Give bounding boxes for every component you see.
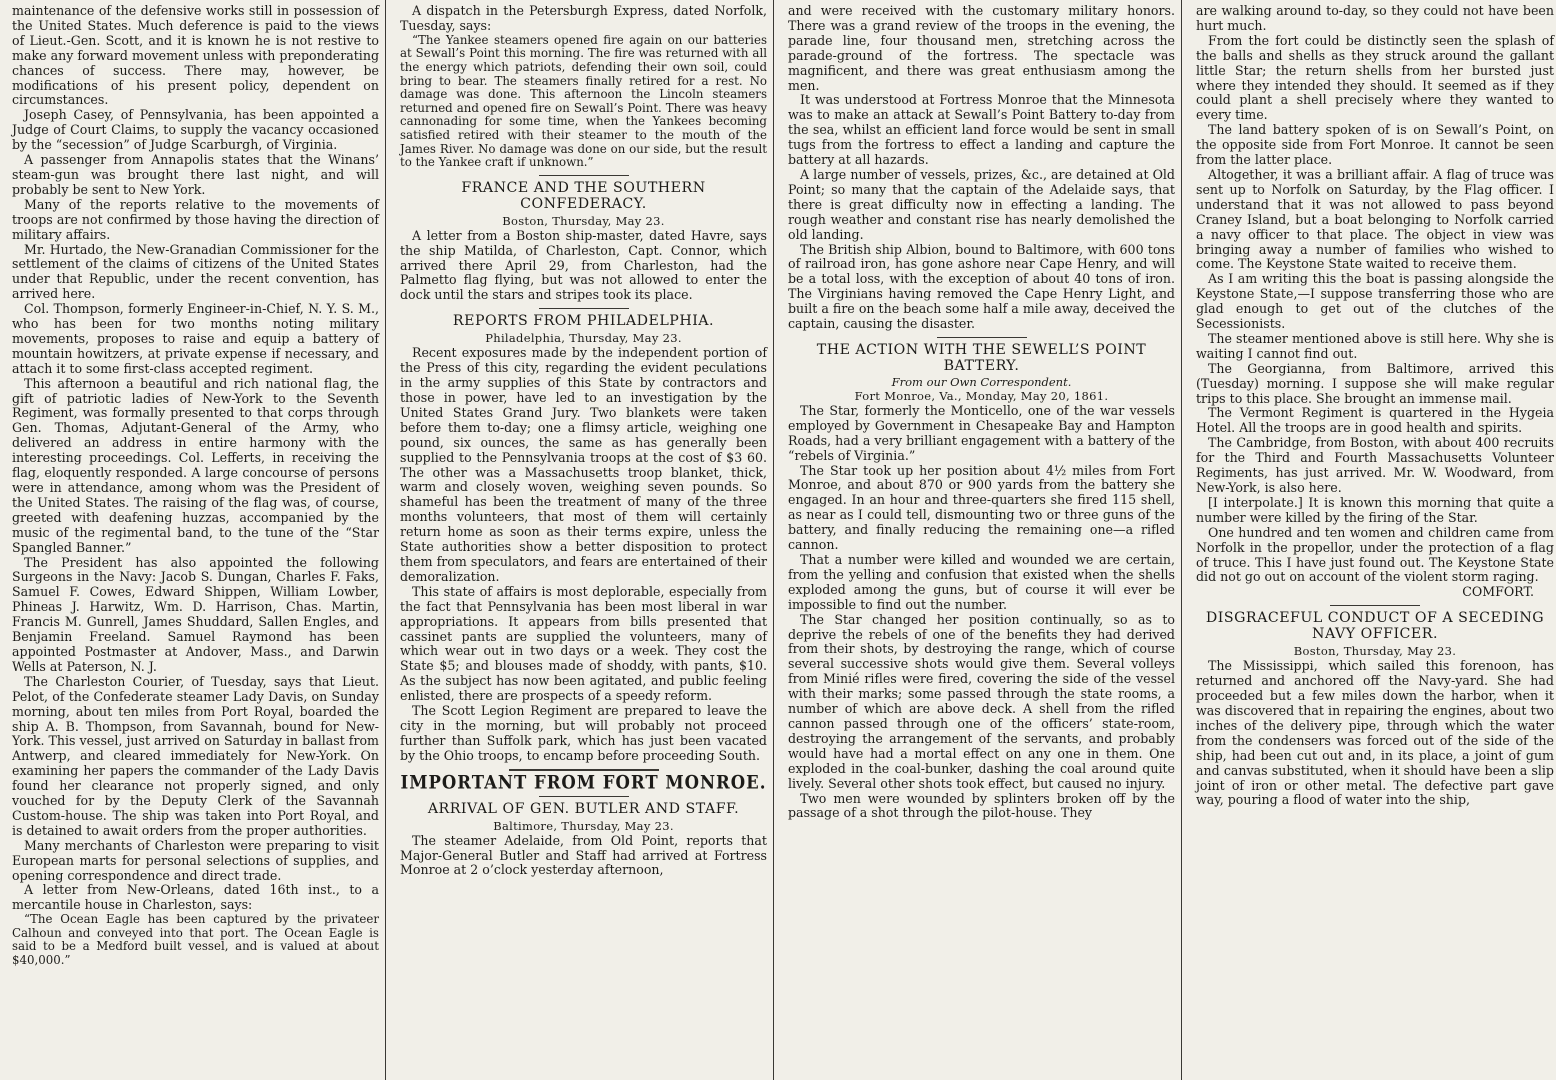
article-paragraph: and were received with the customary military honors. There was a grand review of the troops in the evening, the parade line, four thousand men, stretching across the parade-ground of the fortress. The spectacle was magnificent, and there was great enthusiasm among the men. [788,3,1175,93]
article-paragraph: are walking around to-day, so they could not have been hurt much. [1196,3,1554,33]
article-paragraph: Many of the reports relative to the movements of troops are not confirmed by those having the direction of military affairs. [12,196,379,242]
article-paragraph: The Star changed her position continually, so as to deprive the rebels of one of the benefits they had derived from their shots, by destroying the range, which of course several successive shots would give them. Several volleys from Minié rifles were fired, covering the side of the vessel with their marks; some passed through the state rooms, a number of which are above deck. A shell from the rifled cannon passed through one of the officers’ state-room, destroying the arrangement of the servants, and probably would have had a mortal effect on any one in them. One exploded in the coal-bunker, dashing the coal around quite lively. Several other shots took effect, but caused no injury. [788,611,1175,791]
article-paragraph: A letter from New-Orleans, dated 16th inst., to a mercantile house in Charleston, says: [12,882,379,913]
section-rule [539,308,629,309]
column-4 [1188,0,1556,1080]
article-paragraph: A large number of vessels, prizes, &c., are detained at Old Point; so many that the captain of the Adelaide says, that there is great difficulty now in effecting a landing. The rough weather and constant rise has nearly demolished the old landing. [788,166,1175,242]
article-paragraph: The steamer mentioned above is still here. Why she is waiting I cannot find out. [1196,330,1554,361]
article-paragraph: The Charleston Courier, of Tuesday, says that Lieut. Pelot, of the Confederate steamer Lady Davis, on Sunday morning, about ten miles from Port Royal, boarded the ship A. B. Thompson, from Savannah, bound for New-York. This vessel, just arrived on Saturday in ballast from Antwerp, and cleared immediately for New-York. On examining her papers the commander of the Lady Davis found her clearance not properly signed, and only vouched for by the Deputy Clerk of the Savannah Custom-house. The ship was taken into Port Royal, and is detained to await orders from the proper authorities. [12,673,379,838]
article-paragraph: Two men were wounded by splinters broken off by the passage of a shot through the pilot-house. They [788,790,1175,821]
article-paragraph: The Georgianna, from Baltimore, arrived this (Tuesday) morning. I suppose she will make regular trips to this place. She brought an immense mail. [1196,360,1554,406]
column-2 [392,0,774,1080]
article-paragraph: The Cambridge, from Boston, with about 400 recruits for the Third and Fourth Massachusetts Volunteer Regiments, has just arrived. Mr. W. Woodward, from New-York, is also here. [1196,435,1554,495]
dateline: Boston, Thursday, May 23. [502,213,665,228]
article-paragraph: The Vermont Regiment is quartered in the Hygeia Hotel. All the troops are in good health and spirits. [1196,405,1554,436]
article-paragraph: The Star, formerly the Monticello, one of the war vessels employed by Government in Chesapeake Bay and Hampton Roads, had a very brilliant engagement with a battery of the “rebels of Virginia.” [788,402,1175,463]
article-paragraph: One hundred and ten women and children came from Norfolk in the propellor, under the protection of a flag of truce. This I have just found out. The Keystone State did not go out on account of the violent storm raging. [1196,524,1554,585]
section-rule [937,337,1027,338]
article-paragraph: It was understood at Fortress Monroe that the Minnesota was to make an attack at Sewall’s Point Battery to-day from the sea, whilst an efficient land force would be sent in small tugs from the fortress to effect a landing and capture the battery at all hazards. [788,92,1175,168]
article-paragraph: Col. Thompson, formerly Engineer-in-Chief, N. Y. S. M., who has been for two months noting military movements, proposes to raise and equip a battery of mountain howitzers, at private expense if necessary, and attach it to some first-class accepted regiment. [12,301,379,376]
headline-fort-monroe: IMPORTANT FROM FORT MONROE. [400,771,767,794]
article-paragraph: Altogether, it was a brilliant affair. A flag of truce was sent up to Norfolk on Saturday, by the Flag officer. I understand that it was not allowed to pass beyond Craney Island, but a boat belonging to Norfolk carried a navy officer to that place. The object in view was bringing away a number of families who wished to come. The Keystone State waited to receive them. [1196,166,1554,272]
article-paragraph: This afternoon a beautiful and rich national flag, the gift of patriotic ladies of New-York to the Seventh Regiment, was formally presented to that corps through Gen. Thomas, Adjutant-General of the Army, who delivered an address in entire harmony with the interesting proceedings. Col. Lefferts, in receiving the flag, eloquently responded. A large concourse of persons were in attendance, among whom was the President of the United States. The raising of the flag was, of course, greeted with deafening huzzas, accompanied by the music of the regimental band, to the tune of the “Star Spangled Banner.” [12,375,379,555]
headline-navy-officer: DISGRACEFUL CONDUCT OF A SECEDING NAVY OFFICER. [1205,610,1545,643]
article-paragraph: Joseph Casey, of Pennsylvania, has been appointed a Judge of Court Claims, to supply the vacancy occasioned by the “secession” of Judge Scarburgh, of Virginia. [12,107,379,153]
article-paragraph: A passenger from Annapolis states that the Winans’ steam-gun was brought there last night, and will probably be sent to New York. [12,152,379,197]
article-paragraph: The steamer Adelaide, from Old Point, reports that Major-General Butler and Staff had arrived at Fortress Monroe at 2 o’clock yesterday afternoon, [400,832,767,878]
quoted-dispatch: “The Yankee steamers opened fire again on our batteries at Sewall’s Point this morning. The fire was returned with all the energy which patriots, defending their own soil, could bring to bear. The steamers finally retired for a rest. No damage was done. This afternoon the Lincoln steamers returned and opened fire on Sewall’s Point. There was heavy cannonading for some time, when the Yankees becoming satisfied retired with their steamer to the mouth of the James River. No damage was done on our side, but the result to the Yankee craft if unknown.” [400,32,767,170]
headline-sewells-point: THE ACTION WITH THE SEWELL’S POINT BATTERY. [816,341,1147,374]
dateline: Baltimore, Thursday, May 23. [493,818,674,833]
article-paragraph: The Scott Legion Regiment are prepared to leave the city in the morning, but will probably not proceed further than Suffolk park, which has just been vacated by the Ohio troops, to encamp before proceeding South. [400,703,767,763]
article-paragraph: That a number were killed and wounded we are certain, from the yelling and confusion that existed when the shells exploded among the guns, but of course it will ever be impossible to find out the number. [788,552,1175,612]
article-paragraph: The land battery spoken of is on Sewall’s Point, on the opposite side from Fort Monroe. It cannot be seen from the latter place. [1196,122,1554,168]
article-paragraph: A dispatch in the Petersburgh Express, dated Norfolk, Tuesday, says: [400,3,767,33]
article-paragraph: Mr. Hurtado, the New-Granadian Commissioner for the settlement of the claims of citizens of the United States under that Republic, under the recent convention, has arrived here. [12,241,379,302]
column-3 [780,0,1182,1080]
article-paragraph: A letter from a Boston ship-master, dated Havre, says the ship Matilda, of Charleston, Capt. Connor, which arrived there April 29, from Charleston, had the Palmetto flag flying, but was not allowed to enter the dock until the stars and stripes took its place. [400,227,767,303]
dateline: Boston, Thursday, May 23. [1293,644,1457,659]
correspondent-line: From our Own Correspondent. [891,374,1072,389]
dateline: Philadelphia, Thursday, May 23. [485,331,682,346]
section-rule [539,796,629,797]
article-paragraph: The Star took up her position about 4½ miles from Fort Monroe, and about 870 or 900 yards from the battery she engaged. In an hour and three-quarters she fired 115 shell, as near as I could tell, dismounting two or three guns of the battery, and finally reducing the remaining one—a rifled cannon. [788,462,1175,553]
article-paragraph: Recent exposures made by the independent portion of the Press of this city, regarding the evident peculations in the army supplies of this State by contractors and those in power, have led to an investigation by the United States Grand Jury. Two blankets were taken before them to-day; one a flimsy article, weighing one pound, six ounces, the same as has generally been supplied to the Pennsylvania troops at the cost of $3 60. The other was a Massachusetts troop blanket, thick, warm and closely woven, weighing seven pounds. So shameful has been the treatment of many of the three months volunteers, that most of them will certainly return home as soon as their terms expire, unless the State authorities show a better disposition to protect them from speculators, and fears are entertained of their demoralization. [400,345,767,584]
column-1 [4,0,386,1080]
headline-philadelphia: REPORTS FROM PHILADELPHIA. [452,313,715,330]
article-paragraph: As I am writing this the boat is passing alongside the Keystone State,—I suppose transferring those who are glad enough to get out of the clutches of the Secessionists. [1196,271,1554,332]
headline-france: FRANCE AND THE SOUTHERN CONFEDERACY. [461,179,706,212]
article-paragraph: The British ship Albion, bound to Baltimore, with 600 tons of railroad iron, has gone ashore near Cape Henry, and will be a total loss, with the exception of about 40 tons of iron. The Virginians having removed the Cape Henry Light, and built a fire on the beach some half a mile away, deceived the captain, causing the disaster. [788,241,1175,332]
article-paragraph: The President has also appointed the following Surgeons in the Navy: Jacob S. Dungan, Charles F. Faks, Samuel F. Cowes, Edward Shippen, William Lowber, Phineas J. Harwitz, Wm. D. Harrison, Chas. Martin, Francis M. Gunrell, James Shuddard, Sallen Engles, and Benjamin Freeland. Samuel Raymond has been appointed Postmaster at Andover, Mass., and Darwin Wells at Paterson, N. J. [12,554,379,674]
article-paragraph: Many merchants of Charleston were preparing to visit European marts for personal selections of supplies, and opening correspondence and direct trade. [12,837,379,883]
section-rule [1330,605,1420,606]
dateline: Fort Monroe, Va., Monday, May 20, 1861. [854,388,1109,403]
section-rule [509,769,659,771]
article-paragraph: [I interpolate.] It is known this morning that quite a number were killed by the firing of the Star. [1196,494,1554,525]
article-paragraph: maintenance of the defensive works still in possession of the United States. Much deference is paid to the views of Lieut.-Gen. Scott, and it is known he is not restive to make any forward movement unless with preponderating chances of success. There may, however, be modifications of his present policy, dependent on circumstances. [12,3,379,108]
section-rule [539,175,629,176]
article-paragraph: From the fort could be distinctly seen the splash of the balls and shells as they struck around the gallant little Star; the return shells from her bursted just where they intended they should. It seemed as if they could plant a shell precisely where they wanted to every time. [1196,32,1554,123]
article-paragraph: The Mississippi, which sailed this forenoon, has returned and anchored off the Navy-yard. She had proceeded but a few miles down the harbor, when it was discovered that in repairing the engines, about two inches of the delivery pipe, through which the water from the condensers was forced out of the side of the ship, had been cut out and, in its place, a joint of gum and canvas substituted, when it should have been a slip joint of iron or other metal. The defective part gave way, pouring a flood of water into the ship, [1196,658,1554,808]
signature: COMFORT. [1462,584,1534,600]
article-paragraph: This state of affairs is most deplorable, especially from the fact that Pennsylvania has been most liberal in war appropriations. It appears from bills presented that cassinet pants are supplied the volunteers, many of which wear out in two days or a week. They cost the State $5; and blouses made of shoddy, with pants, $10. As the subject has now been agitated, and public feeling enlisted, there are prospects of a speedy reform. [400,583,767,704]
headline-butler: ARRIVAL OF GEN. BUTLER AND STAFF. [427,800,740,817]
quoted-dispatch: “The Ocean Eagle has been captured by the privateer Calhoun and conveyed into that port. The Ocean Eagle is said to be a Medford built vessel, and is valued at about $40,000.” [12,912,379,968]
